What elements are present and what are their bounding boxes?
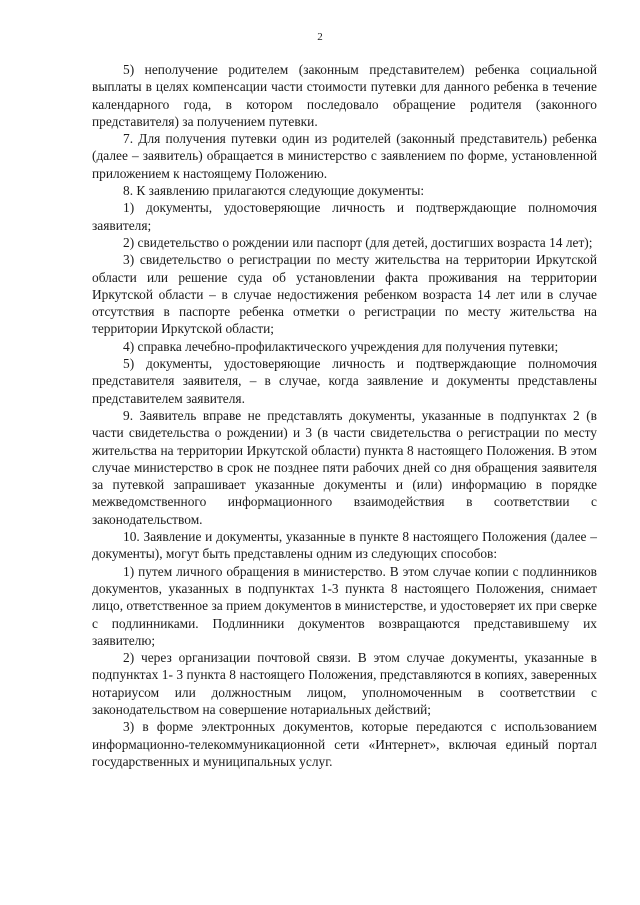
page-number: 2: [317, 31, 323, 43]
list-item-10-1: 1) путем личного обращения в министерство. В этом случае копии с подлинников документов, указанных в подпунктах 1-3 пункта 8 настоящего Положения, снимает лицо, ответственное за прием документов в министерстве, и удостоверяет их при сверке с подлинниками. Подлинники документов возвращаются представившему их заявителю;: [92, 563, 597, 648]
list-item-8-2: 2) свидетельство о рождении или паспорт (для детей, достигших возраста 14 лет);: [123, 234, 593, 250]
paragraph-10-submission-methods: 10. Заявление и документы, указанные в пункте 8 настоящего Положения (далее – документы), могут быть представлены одним из следующих способов:: [92, 529, 597, 562]
paragraph-7-application: 7. Для получения путевки один из родителей (законный представитель) ребенка (далее – заявитель) обращается в министерство с заявлением по форме, установленной приложением к настоящему Положению.: [92, 131, 597, 181]
list-item-10-3: 3) в форме электронных документов, которые передаются с использованием информационно-телекоммуникационной сети «Интернет», включая единый портал государственных и муниципальных услуг.: [92, 719, 597, 769]
list-item-10-2: 2) через организации почтовой связи. В этом случае документы, указанные в подпунктах 1- 3 пункта 8 настоящего Положения, представляются в копиях, заверенных нотариусом или должностным лицом, уполномоченным в соответствии с законодательством на совершение нотариальных действий;: [92, 650, 597, 717]
list-item-8-5: 5) документы, удостоверяющие личность и подтверждающие полномочия представителя заявителя, – в случае, когда заявление и документы представлены представителем заявителя.: [92, 356, 597, 406]
list-item-8-4: 4) справка лечебно-профилактического учреждения для получения путевки;: [123, 338, 559, 354]
document-body: [92, 61, 597, 770]
paragraph-8-documents: 8. К заявлению прилагаются следующие документы:: [123, 183, 425, 199]
list-item-8-3: 3) свидетельство о регистрации по месту жительства на территории Иркутской области или решение суда об установлении факта проживания на территории Иркутской области – в случае недостижения ребенком возраста 14 лет или в случае отсутствия в паспорте ребенка отметки о регистрации по месту жительства на территории Иркутской области;: [92, 252, 597, 337]
paragraph-5-nonreceipt: 5) неполучение родителем (законным представителем) ребенка социальной выплаты в целях компенсации части стоимости путевки для данного ребенка в течение календарного года, в котором последовало обращение родителя (законного представителя) за получением путевки.: [92, 62, 597, 129]
paragraph-9-optional-documents: 9. Заявитель вправе не представлять документы, указанные в подпунктах 2 (в части свидетельства о рождении) и 3 (в части свидетельства о регистрации по месту жительства на территории Иркутской области) пункта 8 настоящего Положения. В этом случае министерство в срок не позднее пяти рабочих дней со дня обращения заявителя за путевкой запрашивает указанные документы и (или) информацию в порядке межведомственного информационного взаимодействия в соответствии с законодательством.: [92, 407, 597, 527]
list-item-8-1: 1) документы, удостоверяющие личность и подтверждающие полномочия заявителя;: [92, 200, 597, 233]
